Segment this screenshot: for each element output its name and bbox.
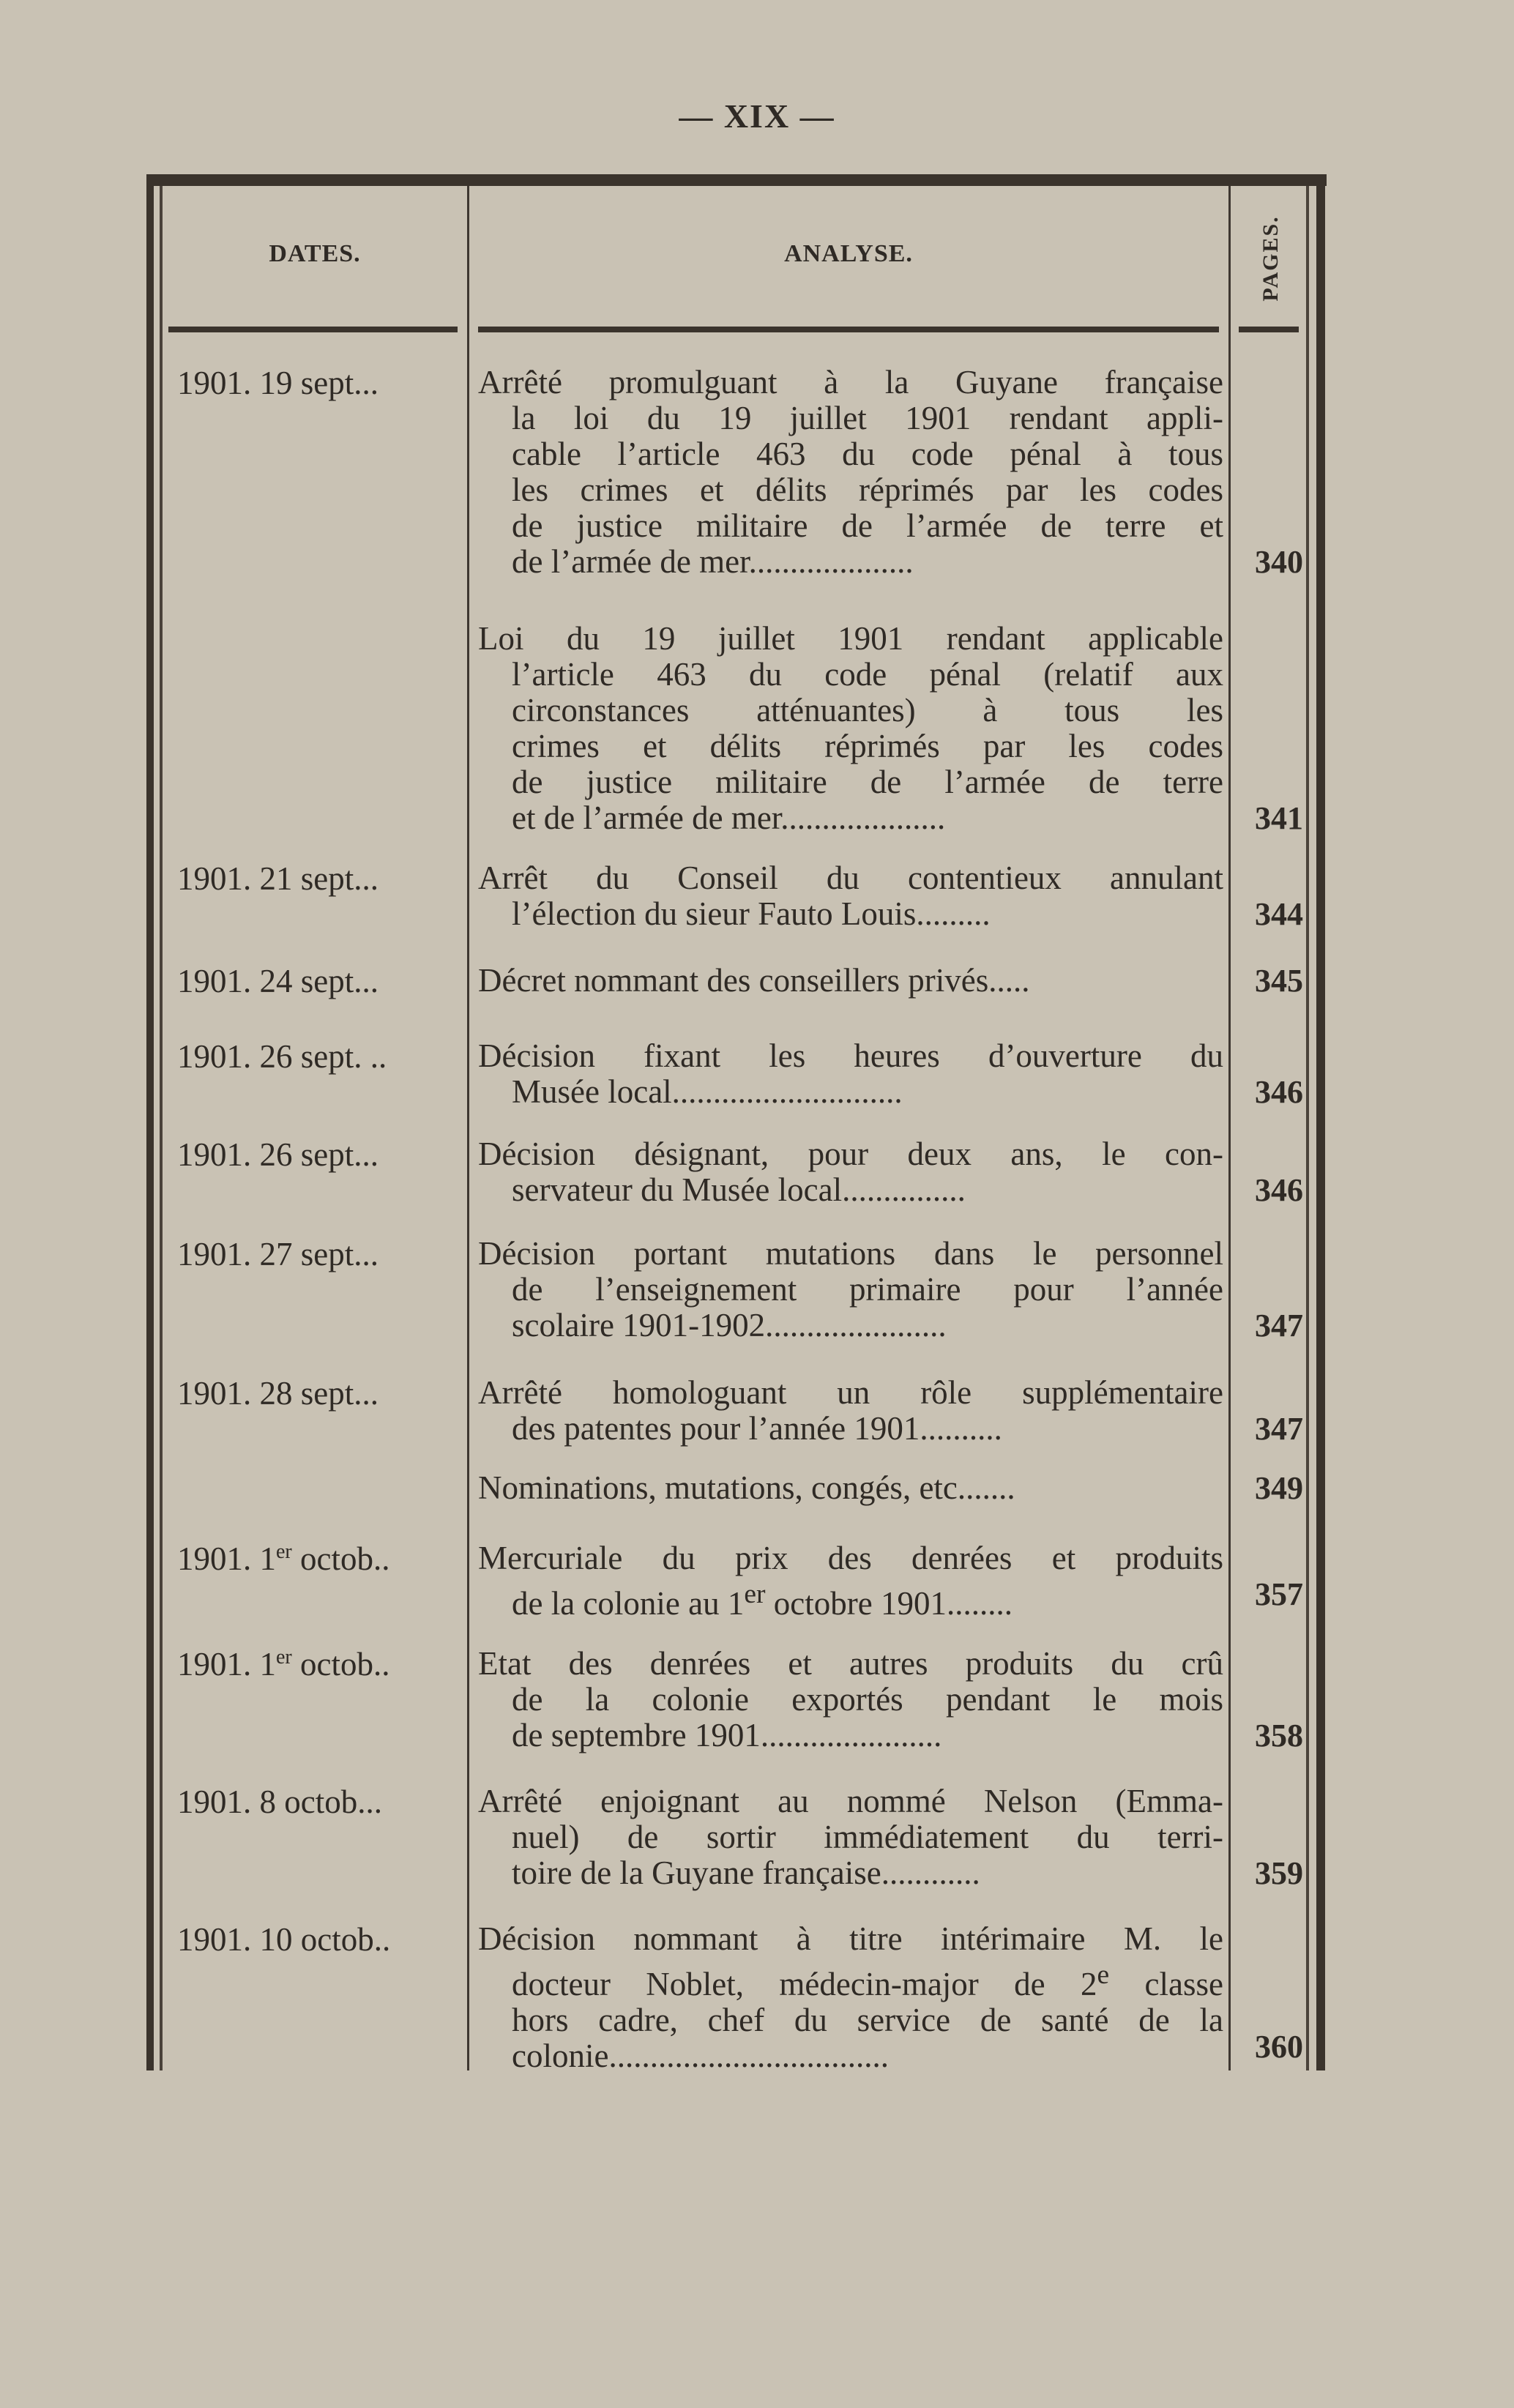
analysis-line: circonstances atténuantes) à tous les (512, 692, 1223, 728)
analysis-line: l’article 463 du code pénal (relatif aux (512, 656, 1223, 693)
entry-page-number: 347 (1255, 1308, 1303, 1343)
analysis-line: les crimes et délits réprimés par les codes (512, 471, 1223, 508)
entry-date: 1901. 21 sept... (177, 860, 378, 897)
entry-analysis (478, 621, 1223, 836)
analysis-line: docteur Noblet, médecin-major de 2e classe (512, 1960, 1223, 2002)
analysis-line: de justice militaire de l’armée de terre (512, 764, 1223, 800)
analysis-line: Décision nommant à titre intérimaire M. le (478, 1920, 1223, 1957)
table-left-rule (146, 174, 154, 2070)
entry-analysis (478, 1540, 1223, 1622)
entry-page-number: 349 (1255, 1470, 1303, 1506)
entry-analysis (478, 1921, 1223, 2074)
analysis-line: Mercuriale du prix des denrées et produits (478, 1540, 1223, 1576)
entry-date: 1901. 1er octob.. (177, 1540, 390, 1577)
entry-date: 1901. 8 octob... (177, 1783, 382, 1820)
analysis-line: l’élection du sieur Fauto Louis......... (512, 895, 991, 932)
analysis-line: de septembre 1901...................... (512, 1717, 942, 1753)
entry-page-number: 346 (1255, 1074, 1303, 1110)
analysis-line: de l’armée de mer.................... (512, 543, 914, 580)
entry-analysis (478, 1038, 1223, 1110)
entry-date: 1901. 27 sept... (177, 1236, 378, 1272)
entry-analysis (478, 1375, 1223, 1447)
summary-table (146, 174, 1327, 2074)
entry-page-number: 345 (1255, 963, 1303, 999)
header-dates: DATES. (269, 240, 361, 267)
analysis-line: de l’enseignement primaire pour l’année (512, 1271, 1223, 1308)
analysis-line: Nominations, mutations, congés, etc....... (478, 1469, 1015, 1506)
entry-date: 1901. 24 sept... (177, 963, 378, 999)
analysis-line: Loi du 19 juillet 1901 rendant applicable (478, 620, 1223, 657)
entry-analysis (478, 1470, 1223, 1506)
entry-analysis (478, 1646, 1223, 1753)
entry-analysis (478, 963, 1223, 999)
analysis-line: la loi du 19 juillet 1901 rendant appli- (512, 400, 1223, 436)
entry-date: 1901. 1er octob.. (177, 1646, 390, 1682)
entry-page-number: 357 (1255, 1576, 1303, 1612)
analysis-line: cable l’article 463 du code pénal à tous (512, 436, 1223, 472)
analysis-line: crimes et délits réprimés par les codes (512, 728, 1223, 764)
entry-page-number: 360 (1255, 2029, 1303, 2065)
analysis-line: hors cadre, chef du service de santé de la (512, 2002, 1223, 2038)
header-analyse: ANALYSE. (784, 240, 913, 267)
analysis-line: Décision portant mutations dans le personnel (478, 1235, 1223, 1272)
analysis-line: de la colonie exportés pendant le mois (512, 1681, 1223, 1718)
analysis-line: de la colonie au 1er octobre 1901........ (512, 1579, 1013, 1622)
entry-analysis (478, 860, 1223, 932)
header-underline-pages (1239, 327, 1299, 332)
entry-page-number: 344 (1255, 896, 1303, 932)
analysis-line: Etat des denrées et autres produits du crû (478, 1645, 1223, 1682)
entry-page-number: 341 (1255, 800, 1303, 836)
entry-date: 1901. 28 sept... (177, 1375, 378, 1412)
entry-analysis (478, 1236, 1223, 1343)
header-pages: PAGES. (1258, 215, 1283, 302)
entry-analysis (478, 365, 1223, 580)
analysis-line: Arrêté enjoignant au nommé Nelson (Emma- (478, 1783, 1223, 1819)
entry-analysis (478, 1136, 1223, 1208)
analysis-line: servateur du Musée local............... (512, 1171, 966, 1208)
analysis-line: de justice militaire de l’armée de terre et (512, 507, 1223, 544)
analysis-line: Arrêté homologuant un rôle supplémentaire (478, 1374, 1223, 1411)
entry-page-number: 347 (1255, 1411, 1303, 1447)
analysis-line: des patentes pour l’année 1901.......... (512, 1410, 1002, 1447)
analysis-line: Décret nommant des conseillers privés..... (478, 962, 1030, 999)
analysis-line: Arrêté promulguant à la Guyane française (478, 364, 1223, 400)
analysis-line: toire de la Guyane française............ (512, 1855, 980, 1891)
analysis-line: nuel) de sortir immédiatement du terri- (512, 1819, 1223, 1855)
header-underline-analyse (478, 327, 1219, 332)
entry-page-number: 359 (1255, 1855, 1303, 1891)
table-top-rule (146, 174, 1327, 186)
analysis-line: colonie.................................. (512, 2038, 889, 2074)
entry-page-number: 340 (1255, 544, 1303, 580)
entry-page-number: 358 (1255, 1718, 1303, 1753)
analysis-line: scolaire 1901-1902...................... (512, 1307, 947, 1343)
table-right-inner-rule (1306, 186, 1309, 2070)
page-number: — XIX — (679, 97, 835, 135)
entry-date: 1901. 26 sept... (177, 1136, 378, 1173)
entry-page-number: 346 (1255, 1172, 1303, 1208)
entry-date: 1901. 26 sept. .. (177, 1038, 387, 1075)
table-right-rule (1316, 174, 1325, 2070)
analysis-line: Décision fixant les heures d’ouverture du (478, 1037, 1223, 1074)
entry-analysis (478, 1783, 1223, 1891)
entry-date: 1901. 19 sept... (177, 365, 378, 401)
column-divider-pages (1228, 186, 1231, 2070)
analysis-line: Arrêt du Conseil du contentieux annulant (478, 860, 1223, 896)
analysis-line: Musée local............................ (512, 1073, 903, 1110)
analysis-line: et de l’armée de mer.................... (512, 799, 946, 836)
header-underline-dates (168, 327, 458, 332)
entry-date: 1901. 10 octob.. (177, 1921, 391, 1958)
table-left-inner-rule (160, 186, 163, 2070)
analysis-line: Décision désignant, pour deux ans, le con- (478, 1136, 1223, 1172)
